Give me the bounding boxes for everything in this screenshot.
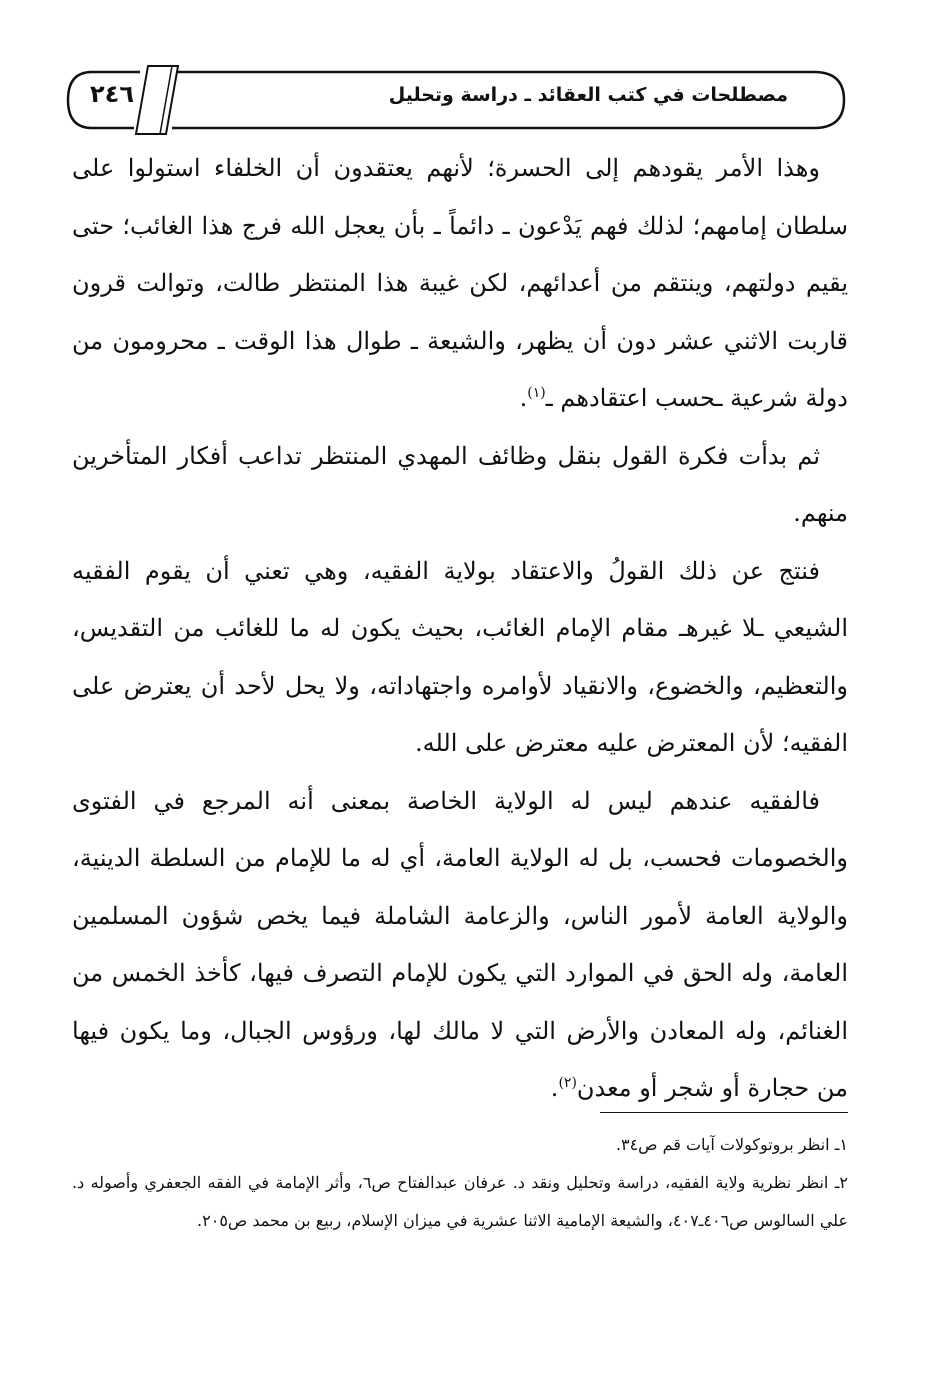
footnote-divider bbox=[600, 1112, 848, 1113]
paragraph-text: ثم بدأت فكرة القول بنقل وظائف المهدي المنتظر تداعب أفكار المتأخرين منهم. bbox=[72, 441, 848, 527]
running-header bbox=[62, 64, 848, 136]
footnote: ١ـ انظر بروتوكولات آيات قم ص٣٤. bbox=[615, 1135, 848, 1154]
running-title: مصطلحات في كتب العقائد ـ دراسة وتحليل bbox=[388, 84, 788, 106]
footnotes bbox=[72, 1126, 848, 1240]
paragraph bbox=[72, 428, 848, 543]
paragraph-text: فالفقيه عندهم ليس له الولاية الخاصة بمعنى أنه المرجع في الفتوى والخصومات فحسب، بل له الولاية العامة، أي له ما للإمام من السلطة الدينية، والولاية العامة لأمور الناس، والزعامة الشاملة فيما يخص شؤون المسلمين العامة، وله الحق في الموارد التي يكون للإمام التصرف فيها، كأخذ الخمس من الغنائم، وله المعادن والأرض التي لا مالك لها، ورؤوس الجبال، وما يكون فيها من حجارة أو شجر أو معدن bbox=[72, 786, 848, 1102]
page-number: ٢٤٦ bbox=[90, 80, 134, 108]
footnote-ref: (١) bbox=[527, 385, 546, 401]
main-text bbox=[72, 140, 848, 1118]
paragraph: وهذا الأمر يقودهم إلى الحسرة؛ لأنهم يعتقدون أن الخلفاء استولوا على سلطان إمامهم؛ لذلك فهم يَدْعون ـ دائماً ـ بأن يعجل الله فرج هذا الغائب؛ حتى يقيم دولتهم، وينتقم من أعدائهم، لكن غيبة هذا المنتظر طالت، وتوالت قرون قاربت الاثني عشر دون أن يظهر، والشيعة ـ طوال هذا الوقت ـ محرومون من دولة شرعية ـحسب اعتقادهم ـ$^{(١)}$. bbox=[72, 154, 848, 412]
footnote-ref: (٢) bbox=[558, 1075, 577, 1091]
paragraph-text: وهذا الأمر يقودهم إلى الحسرة؛ لأنهم يعتقدون أن الخلفاء استولوا على سلطان إمامهم؛ لذلك فهم يَدْعون ـ دائماً ـ بأن يعجل الله فرج هذا الغائب؛ حتى يقيم دولتهم، وينتقم من أعدائهم، لكن غيبة هذا المنتظر طالت، وتوالت قرون قاربت الاثني عشر دون أن يظهر، والشيعة ـ طوال هذا الوقت ـ محرومون من دولة شرعية ـحسب اعتقادهم ـ bbox=[72, 154, 848, 412]
paragraph bbox=[72, 543, 848, 773]
paragraph-text: فنتج عن ذلك القولُ والاعتقاد بولاية الفقيه، وهي تعني أن يقوم الفقيه الشيعي ـلا غيرهـ مقام الإمام الغائب، بحيث يكون له ما للغائب من التقديس، والتعظيم، والخضوع، والانقياد لأوامره واجتهاداته، ولا يحل لأحد أن يعترض على الفقيه؛ لأن المعترض عليه معترض على الله. bbox=[72, 556, 848, 757]
paragraph: فالفقيه عندهم ليس له الولاية الخاصة بمعنى أنه المرجع في الفتوى والخصومات فحسب، بل له الولاية العامة، أي له ما للإمام من السلطة الدينية، والولاية العامة لأمور الناس، والزعامة الشاملة فيما يخص شؤون المسلمين العامة، وله الحق في الموارد التي يكون للإمام التصرف فيها، كأخذ الخمس من الغنائم، وله المعادن والأرض التي لا مالك لها، ورؤوس الجبال، وما يكون فيها من حجارة أو شجر أو معدن$^{(٢)}$. bbox=[72, 786, 848, 1102]
footnote: ٢ـ انظر نظرية ولاية الفقيه، دراسة وتحليل ونقد د. عرفان عبدالفتاح ص٦، وأثر الإمامة في الفقه الجعفري وأصوله د. علي السالوس ص٤٠٦ـ٤٠٧، والشيعة الإمامية الاثنا عشرية في ميزان الإسلام، ربيع بن محمد ص٢٠٥. bbox=[72, 1173, 848, 1230]
